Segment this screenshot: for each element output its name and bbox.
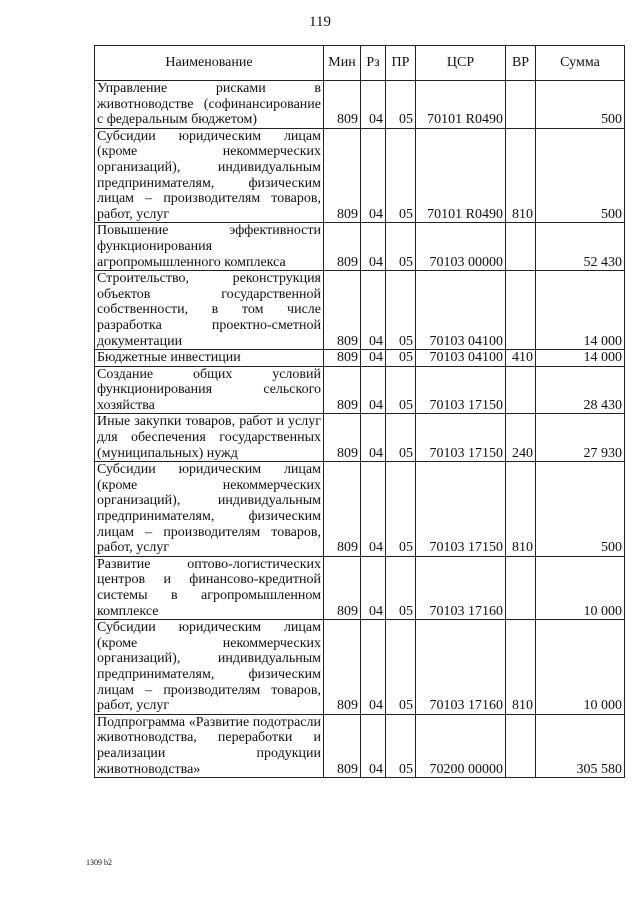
cell-name: Субсидии юридическим лицам (кроме некоммерческих организаций), индивидуальным предпринимателям, физическим лицам – производителям товаров, работ, услуг	[95, 620, 324, 715]
cell-vr: 810	[506, 128, 536, 223]
cell-min: 809	[324, 414, 361, 462]
cell-csr: 70103 17160	[416, 556, 506, 619]
cell-rz: 04	[361, 620, 386, 715]
header-pr: ПР	[386, 46, 416, 81]
cell-rz: 04	[361, 81, 386, 129]
cell-min: 809	[324, 350, 361, 367]
cell-pr: 05	[386, 714, 416, 777]
cell-name: Субсидии юридическим лицам (кроме некоммерческих организаций), индивидуальным предпринимателям, физическим лицам – производителям товаров, работ, услуг	[95, 128, 324, 223]
table-row	[95, 350, 625, 367]
cell-vr	[506, 366, 536, 414]
cell-name: Субсидии юридическим лицам (кроме некоммерческих организаций), индивидуальным предпринимателям, физическим лицам – производителям товаров, работ, услуг	[95, 462, 324, 557]
header-sum: Сумма	[536, 46, 625, 81]
cell-min: 809	[324, 556, 361, 619]
cell-rz: 04	[361, 366, 386, 414]
cell-vr	[506, 271, 536, 350]
cell-rz: 04	[361, 350, 386, 367]
table-row	[95, 223, 625, 271]
cell-vr	[506, 81, 536, 129]
cell-sum: 10 000	[536, 556, 625, 619]
cell-vr: 810	[506, 462, 536, 557]
table-row	[95, 714, 625, 777]
header-vr: ВР	[506, 46, 536, 81]
cell-rz: 04	[361, 462, 386, 557]
cell-csr: 70101 R0490	[416, 81, 506, 129]
cell-sum: 28 430	[536, 366, 625, 414]
cell-sum: 10 000	[536, 620, 625, 715]
cell-name: Повышение эффективности функционирования агропромышленного комплекса	[95, 223, 324, 271]
cell-csr: 70103 17150	[416, 366, 506, 414]
footer-code: 1309 b2	[86, 858, 112, 867]
cell-vr: 410	[506, 350, 536, 367]
cell-rz: 04	[361, 271, 386, 350]
cell-name: Строительство, реконструкция объектов государственной собственности, в том числе разработка проектно-сметной документации	[95, 271, 324, 350]
table-row	[95, 462, 625, 557]
cell-sum: 14 000	[536, 271, 625, 350]
cell-pr: 05	[386, 271, 416, 350]
table-row	[95, 128, 625, 223]
page-number: 119	[309, 14, 331, 30]
cell-sum: 305 580	[536, 714, 625, 777]
cell-name: Иные закупки товаров, работ и услуг для обеспечения государственных (муниципальных) нужд	[95, 414, 324, 462]
table-row	[95, 414, 625, 462]
cell-sum: 27 930	[536, 414, 625, 462]
table-row	[95, 556, 625, 619]
header-rz: Рз	[361, 46, 386, 81]
cell-sum: 52 430	[536, 223, 625, 271]
budget-table	[94, 45, 625, 778]
table-row	[95, 620, 625, 715]
cell-sum: 500	[536, 462, 625, 557]
cell-pr: 05	[386, 462, 416, 557]
header-name: Наименование	[95, 46, 324, 81]
cell-sum: 500	[536, 81, 625, 129]
cell-min: 809	[324, 271, 361, 350]
cell-sum: 500	[536, 128, 625, 223]
cell-vr: 240	[506, 414, 536, 462]
cell-csr: 70103 17150	[416, 414, 506, 462]
cell-pr: 05	[386, 128, 416, 223]
cell-min: 809	[324, 366, 361, 414]
cell-name: Управление рисками в животноводстве (софинансирование с федеральным бюджетом)	[95, 81, 324, 129]
cell-pr: 05	[386, 414, 416, 462]
cell-name: Развитие оптово-логистических центров и финансово-кредитной системы в агропромышленном комплексе	[95, 556, 324, 619]
cell-min: 809	[324, 462, 361, 557]
cell-name: Создание общих условий функционирования сельского хозяйства	[95, 366, 324, 414]
table-row	[95, 81, 625, 129]
table-row	[95, 271, 625, 350]
cell-name: Подпрограмма «Развитие подотрасли животноводства, переработки и реализации продукции животноводства»	[95, 714, 324, 777]
cell-csr: 70200 00000	[416, 714, 506, 777]
cell-rz: 04	[361, 414, 386, 462]
table-row	[95, 366, 625, 414]
cell-name: Бюджетные инвестиции	[95, 350, 324, 367]
cell-rz: 04	[361, 128, 386, 223]
cell-rz: 04	[361, 223, 386, 271]
cell-sum: 14 000	[536, 350, 625, 367]
cell-vr	[506, 714, 536, 777]
cell-csr: 70103 17160	[416, 620, 506, 715]
cell-pr: 05	[386, 556, 416, 619]
header-csr: ЦСР	[416, 46, 506, 81]
cell-vr: 810	[506, 620, 536, 715]
cell-csr: 70103 00000	[416, 223, 506, 271]
cell-csr: 70103 04100	[416, 271, 506, 350]
cell-csr: 70101 R0490	[416, 128, 506, 223]
cell-min: 809	[324, 223, 361, 271]
cell-vr	[506, 556, 536, 619]
cell-csr: 70103 04100	[416, 350, 506, 367]
cell-rz: 04	[361, 714, 386, 777]
cell-rz: 04	[361, 556, 386, 619]
cell-min: 809	[324, 81, 361, 129]
cell-pr: 05	[386, 81, 416, 129]
table-header-row	[95, 46, 625, 81]
cell-pr: 05	[386, 620, 416, 715]
header-min: Мин	[324, 46, 361, 81]
cell-pr: 05	[386, 366, 416, 414]
cell-min: 809	[324, 128, 361, 223]
cell-min: 809	[324, 620, 361, 715]
cell-csr: 70103 17150	[416, 462, 506, 557]
cell-pr: 05	[386, 223, 416, 271]
cell-pr: 05	[386, 350, 416, 367]
cell-min: 809	[324, 714, 361, 777]
cell-vr	[506, 223, 536, 271]
